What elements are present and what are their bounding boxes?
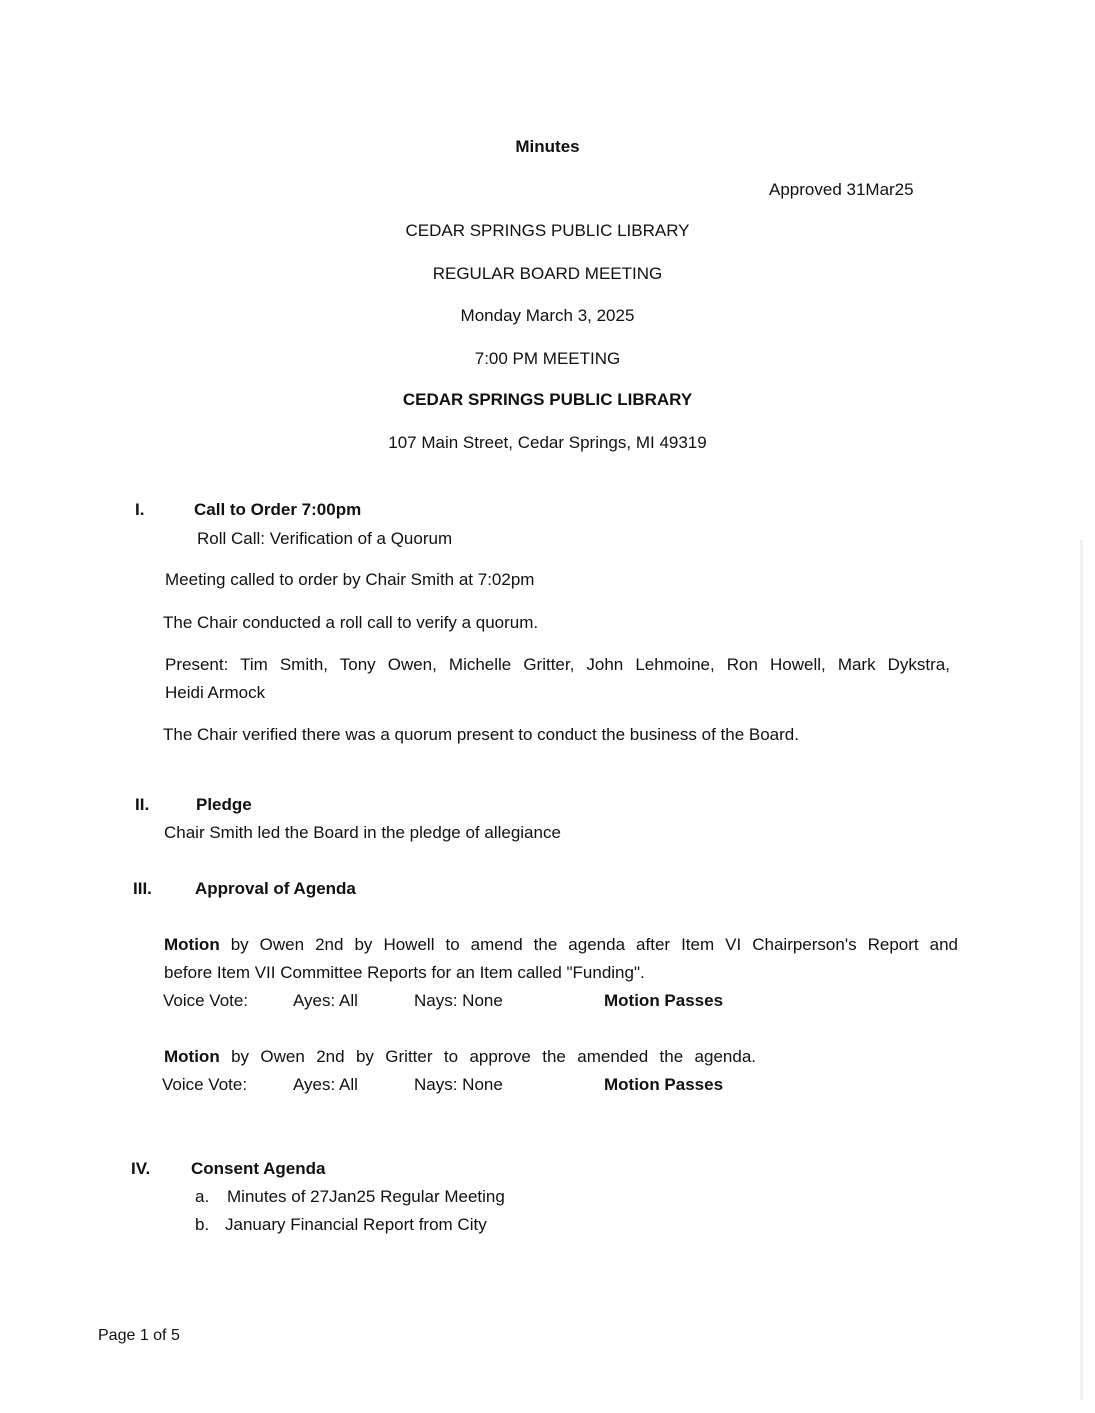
- consent-item-b-marker: b.: [195, 1215, 210, 1234]
- motion-2-line-1: [164, 1047, 756, 1067]
- consent-item-a-text: Minutes of 27Jan25 Regular Meeting: [227, 1187, 505, 1206]
- meeting-date: Monday March 3, 2025: [460, 306, 635, 325]
- motion-1-result: Motion Passes: [604, 991, 724, 1010]
- section-1-call-to-order: Meeting called to order by Chair Smith at 7:02pm: [165, 570, 535, 589]
- section-2-numeral: II.: [135, 795, 150, 814]
- section-2-title: Pledge: [196, 795, 252, 814]
- motion-1-ayes: Ayes: All: [293, 991, 358, 1010]
- section-1-present-line-2: Heidi Armock: [165, 683, 266, 702]
- consent-item-b-text: January Financial Report from City: [225, 1215, 487, 1234]
- location-address: 107 Main Street, Cedar Springs, MI 49319: [388, 433, 707, 452]
- section-3-title: Approval of Agenda: [195, 879, 356, 898]
- section-3-numeral: III.: [133, 879, 152, 898]
- section-1-subtitle: Roll Call: Verification of a Quorum: [197, 529, 453, 548]
- section-2-pledge-text: Chair Smith led the Board in the pledge of allegiance: [164, 823, 561, 842]
- motion-2-text-1: by Owen 2nd by Gritter to approve the amended the agenda.: [219, 1047, 756, 1066]
- meeting-type: REGULAR BOARD MEETING: [432, 264, 663, 283]
- section-4-title: Consent Agenda: [191, 1159, 326, 1178]
- motion-2-nays: Nays: None: [414, 1075, 503, 1094]
- motion-2-result: Motion Passes: [604, 1075, 724, 1094]
- scan-edge: [1080, 540, 1083, 1400]
- motion-2-ayes: Ayes: All: [293, 1075, 358, 1094]
- location-name: CEDAR SPRINGS PUBLIC LIBRARY: [402, 390, 693, 409]
- motion-1-label: Motion: [164, 935, 220, 954]
- motion-2-vote-label: Voice Vote:: [162, 1075, 248, 1094]
- section-1-title: Call to Order 7:00pm: [194, 500, 362, 519]
- motion-1-line-1: [164, 935, 958, 955]
- consent-item-a-marker: a.: [195, 1187, 210, 1206]
- page-number: Page 1 of 5: [98, 1327, 180, 1344]
- motion-1-text-2: before Item VII Committee Reports for an Item called "Funding".: [164, 963, 645, 982]
- section-1-present-line-1: Present: Tim Smith, Tony Owen, Michelle Gritter, John Lehmoine, Ron Howell, Mark Dykstra,: [165, 655, 950, 674]
- doc-title: Minutes: [515, 137, 580, 156]
- section-1-quorum-verified: The Chair verified there was a quorum present to conduct the business of the Board.: [163, 725, 799, 744]
- motion-1-nays: Nays: None: [414, 991, 503, 1010]
- motion-1-text-1: by Owen 2nd by Howell to amend the agenda after Item VI Chairperson's Report and: [219, 935, 958, 954]
- motion-1-vote-label: Voice Vote:: [163, 991, 249, 1010]
- section-4-numeral: IV.: [131, 1159, 151, 1178]
- org-name: CEDAR SPRINGS PUBLIC LIBRARY: [405, 221, 690, 240]
- section-1-roll-call: The Chair conducted a roll call to verify a quorum.: [163, 613, 539, 632]
- motion-2-label: Motion: [164, 1047, 220, 1066]
- approved-date: Approved 31Mar25: [769, 180, 914, 199]
- section-1-numeral: I.: [135, 500, 145, 519]
- meeting-time: 7:00 PM MEETING: [474, 349, 621, 368]
